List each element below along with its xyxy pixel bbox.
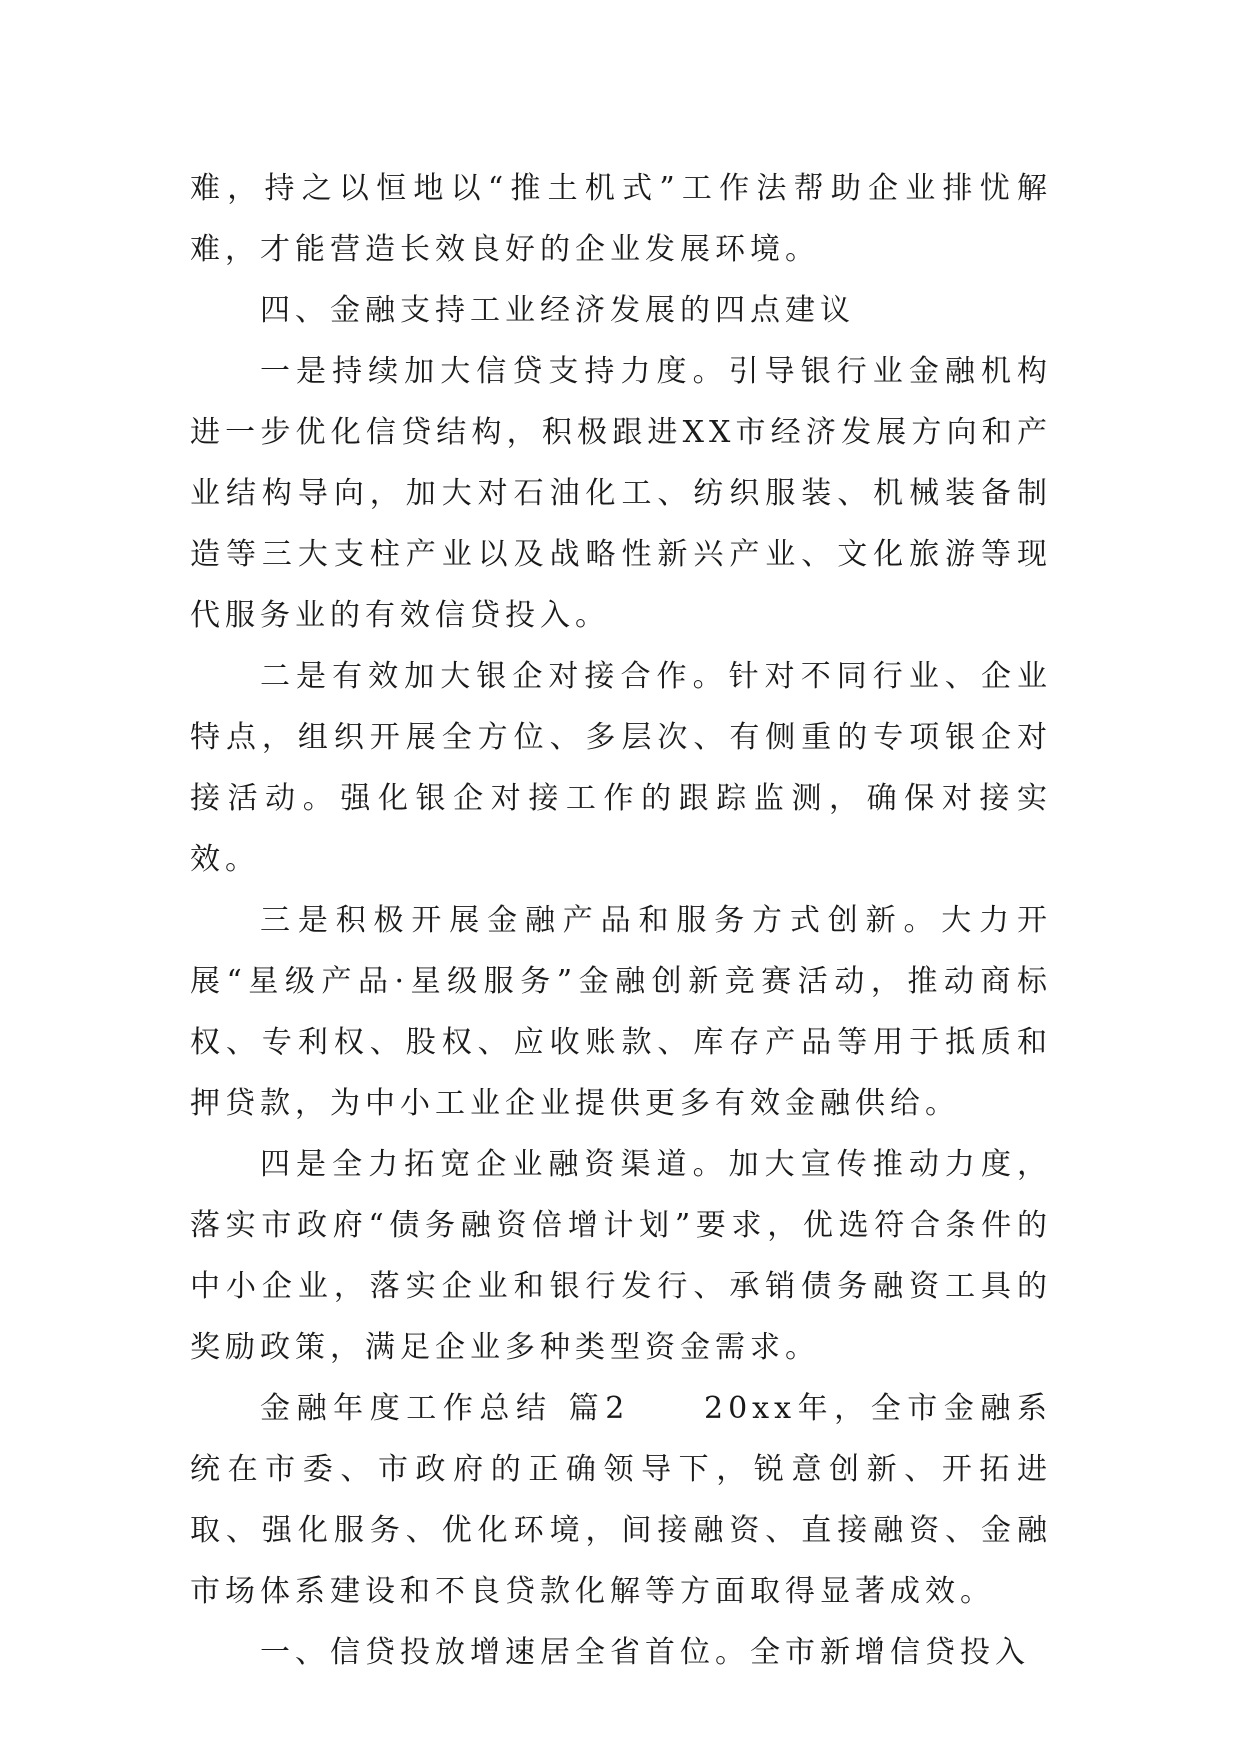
paragraph-product-innovation: 三是积极开展金融产品和服务方式创新。大力开展“星级产品·星级服务”金融创新竞赛活动，推动商标权、专利权、股权、应收账款、库存产品等用于抵质和押贷款，为中小工业企业提供更多有效金融供给。 — [190, 903, 1052, 1121]
paragraph-credit-growth: 一、信贷投放增速居全省首位。全市新增信贷投入 — [260, 1635, 1030, 1670]
paragraph-financing-channels: 四是全力拓宽企业融资渠道。加大宣传推动力度，落实市政府“债务融资倍增计划”要求，优选符合条件的中小企业，落实企业和银行发行、承销债务融资工具的奖励政策，满足企业多种类型资金需求。 — [190, 1147, 1052, 1365]
paragraph-credit-support: 一是持续加大信贷支持力度。引导银行业金融机构进一步优化信贷结构，积极跟进XX市经济发展方向和产业结构导向，加大对石油化工、纺织服装、机械装备制造等三大支柱产业以及战略性新兴产业、文化旅游等现代服务业的有效信贷投入。 — [190, 354, 1052, 633]
paragraph-continuation: 难，持之以恒地以“推土机式”工作法帮助企业排忧解难，才能营造长效良好的企业发展环境。 — [190, 171, 1052, 267]
paragraph-summary-part2: 金融年度工作总结 篇2 20xx年，全市金融系统在市委、市政府的正确领导下，锐意创新、开拓进取、强化服务、优化环境，间接融资、直接融资、金融市场体系建设和不良贷款化解等方面取得显著成效。 — [190, 1391, 1052, 1609]
paragraph-bank-enterprise: 二是有效加大银企对接合作。针对不同行业、企业特点，组织开展全方位、多层次、有侧重的专项银企对接活动。强化银企对接工作的跟踪监测，确保对接实效。 — [190, 659, 1052, 877]
document-body — [190, 158, 1052, 1683]
section-heading: 四、金融支持工业经济发展的四点建议 — [260, 293, 855, 328]
